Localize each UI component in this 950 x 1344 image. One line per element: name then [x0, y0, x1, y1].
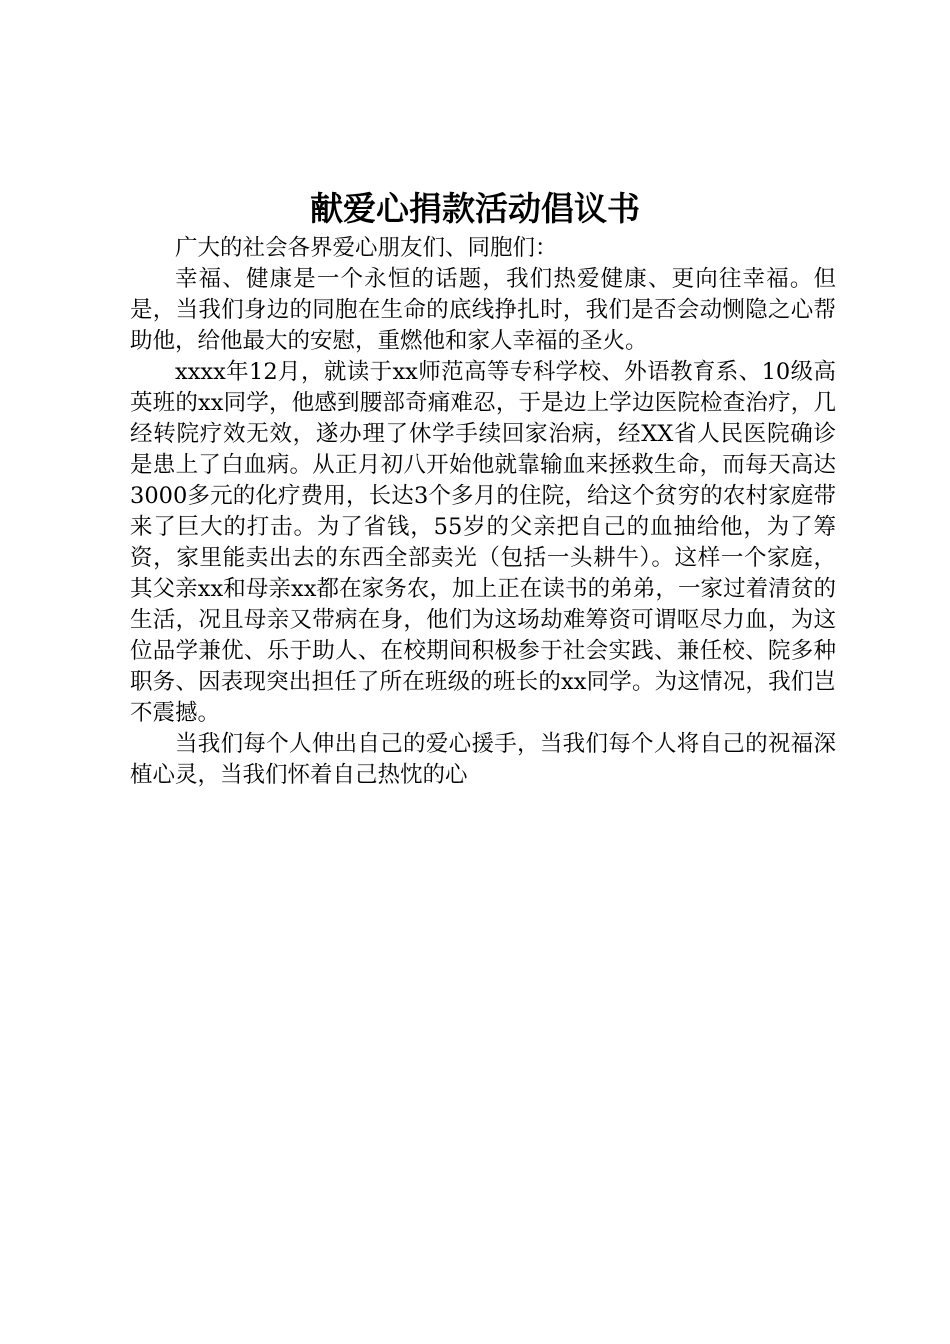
document-body — [130, 233, 836, 791]
salutation-paragraph: 广大的社会各界爱心朋友们、同胞们： — [175, 235, 558, 261]
body-paragraph: 幸福、健康是一个永恒的话题，我们热爱健康、更向往幸福。但是，当我们身边的同胞在生命的底线挣扎时，我们是否会动恻隐之心帮助他，给他最大的安慰，重燃他和家人幸福的圣火。 — [130, 266, 836, 354]
body-paragraph: xxxx年12月，就读于xx师范高等专科学校、外语教育系、10级高英班的xx同学，他感到腰部奇痛难忍，于是边上学边医院检查治疗，几经转院疗效无效，遂办理了休学手续回家治病，经XX省人民医院确诊是患上了白血病。从正月初八开始他就靠输血来拯救生命，而每天高达3000多元的化疗费用，长达3个多月的住院，给这个贫穷的农村家庭带来了巨大的打击。为了省钱，55岁的父亲把自己的血抽给他，为了筹资，家里能卖出去的东西全部卖光（包括一头耕牛）。这样一个家庭，其父亲xx和母亲xx都在家务农，加上正在读书的弟弟，一家过着清贫的生活，况且母亲又带病在身，他们为这场劫难筹资可谓呕尽力血，为这位品学兼优、乐于助人、在校期间积极参于社会实践、兼任校、院多种职务、因表现突出担任了所在班级的班长的xx同学。为这情况，我们岂不震撼。 — [130, 359, 836, 726]
document-title: 献爱心捐款活动倡议书 — [310, 189, 640, 228]
body-paragraph: 当我们每个人伸出自己的爱心援手，当我们每个人将自己的祝福深植心灵，当我们怀着自己热忱的心 — [130, 731, 836, 788]
